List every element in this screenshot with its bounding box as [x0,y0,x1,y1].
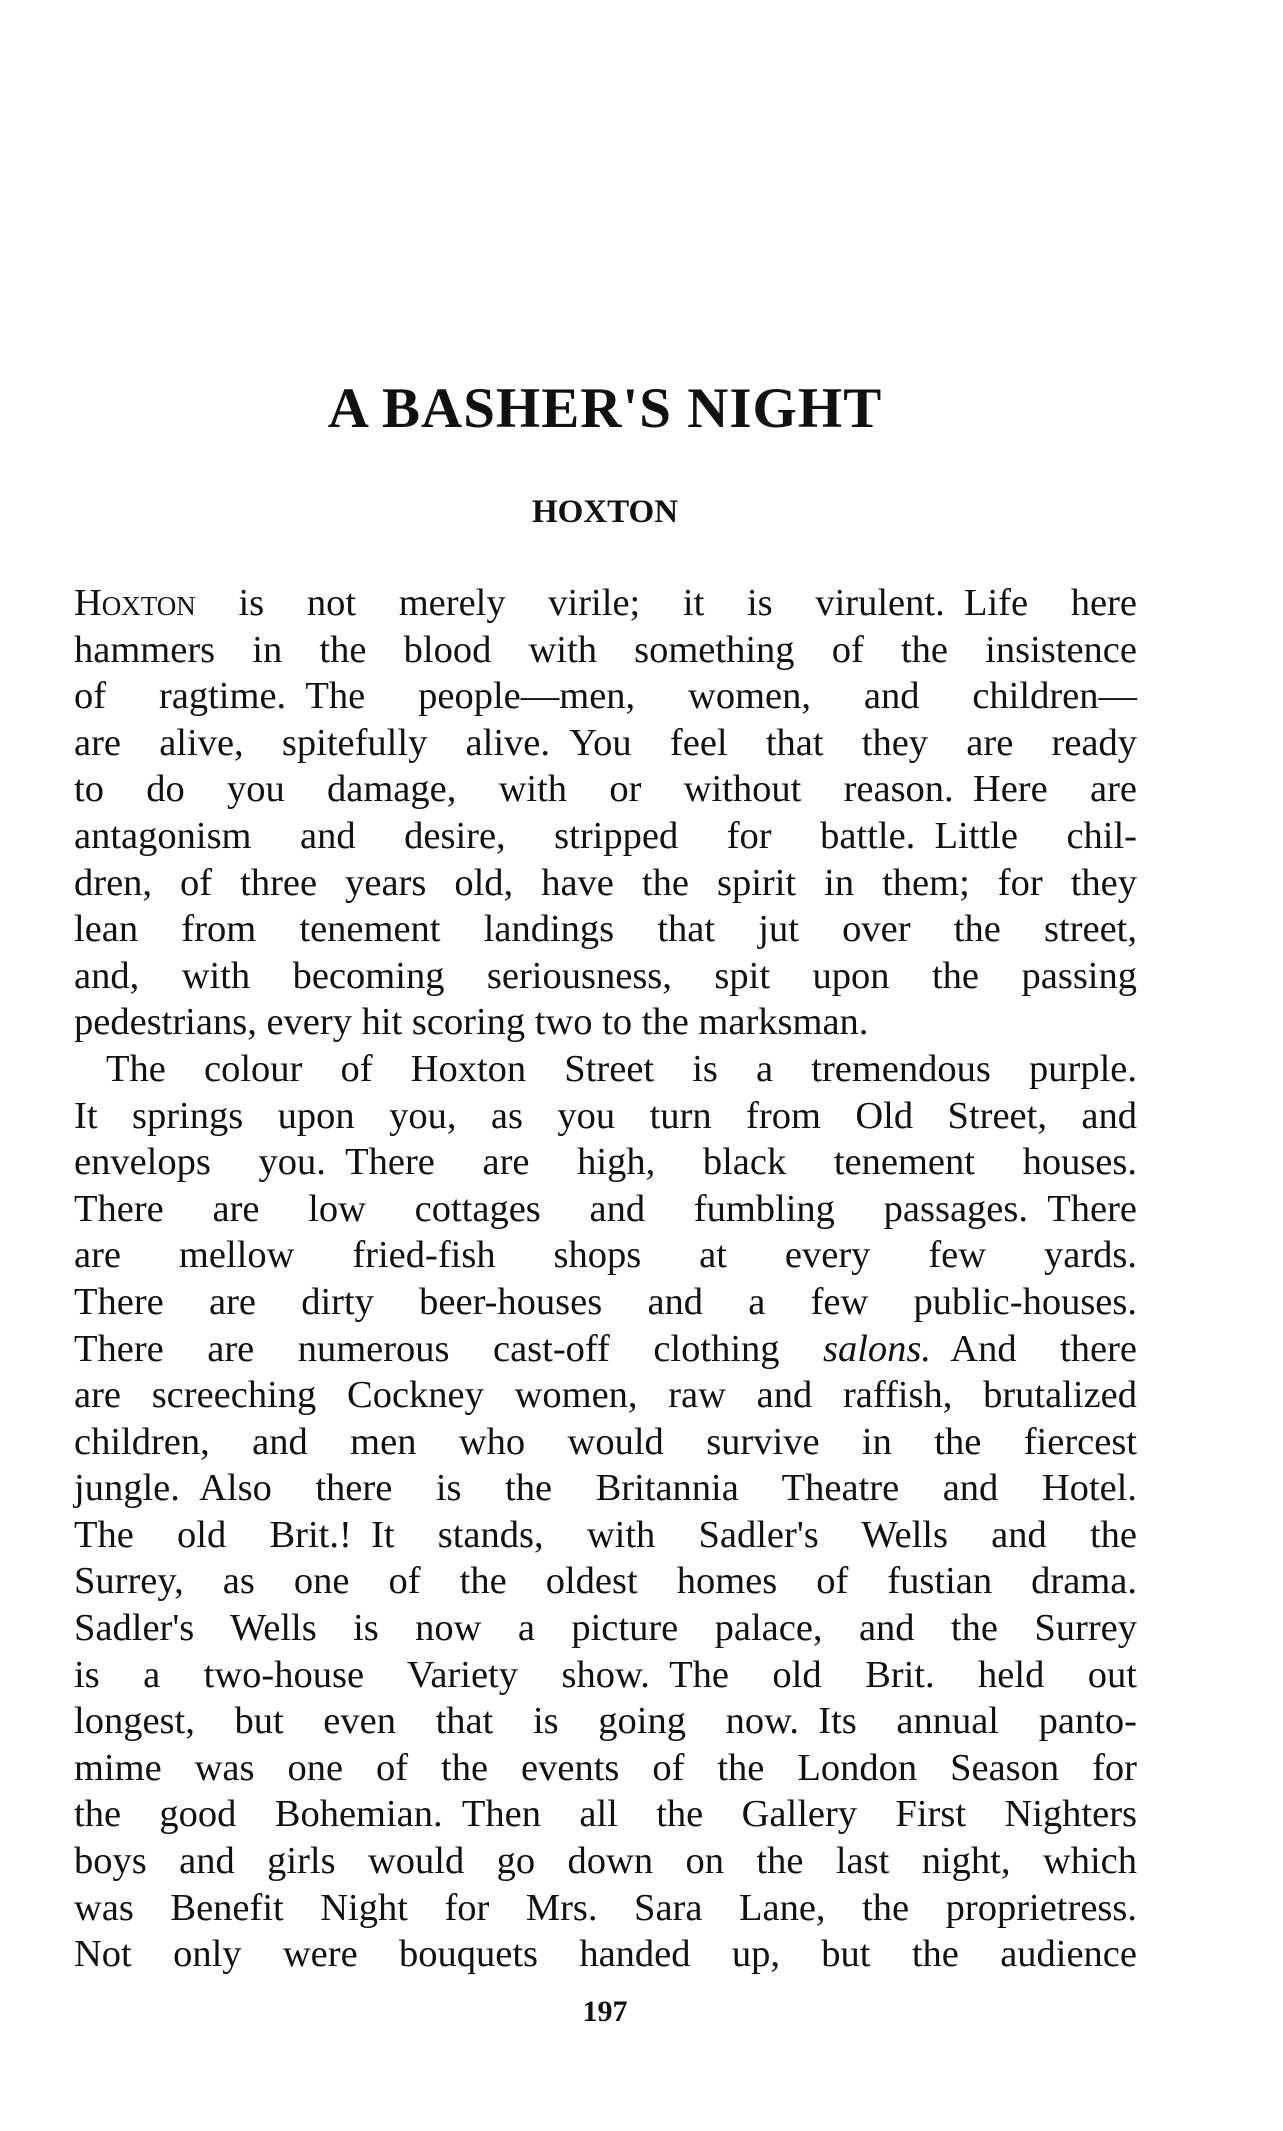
chapter-title: A BASHER'S NIGHT [327,377,883,440]
text-line [74,1232,1137,1279]
text-span: The old Brit.! It stands, with Sadler's Wells and the [74,1513,1137,1556]
text-line [74,1605,1137,1652]
text-span: and, with becoming seriousness, spit upon the passing [74,954,1137,997]
text-span: antagonism and desire, stripped for battle. Little chil- [74,814,1137,857]
text-span: pedestrians, every hit scoring two to the marksman. [74,1001,869,1044]
text-line [74,1698,1137,1745]
text-line [74,999,1137,1046]
text-span: mime was one of the events of the London Season for [74,1746,1137,1789]
text-span: is a two-house Variety show. The old Brit. held out [74,1653,1137,1696]
text-line [74,1046,1137,1093]
text-span: dren, of three years old, have the spirit in them; for they [74,861,1137,904]
text-span: There are low cottages and fumbling passages. There [74,1187,1137,1230]
text-line [74,1838,1137,1885]
body-text [74,580,1137,1978]
text-line [74,1139,1137,1186]
page-number: 197 [582,1995,628,2028]
text-line [74,673,1137,720]
small-caps-text: Hoxton [74,582,196,624]
text-line [74,1093,1137,1140]
text-span: Surrey, as one of the oldest homes of fustian drama. [74,1560,1137,1603]
text-line [74,1885,1137,1932]
text-span: is not merely virile; it is virulent. Life here [195,582,1137,624]
text-span: The colour of Hoxton Street is a tremendous purple. [106,1047,1137,1090]
text-span: longest, but even that is going now. Its annual panto- [74,1700,1137,1743]
text-line [74,1372,1137,1419]
text-span: of ragtime. The people—men, women, and children— [74,675,1137,718]
text-span: envelops you. There are high, black tenement houses. [74,1141,1137,1184]
text-line [74,1745,1137,1792]
text-line [74,1512,1137,1559]
text-span: are screeching Cockney women, raw and raffish, brutalized [74,1374,1137,1417]
text-line [74,1652,1137,1699]
text-span: There are dirty beer-houses and a few public-houses. [74,1280,1137,1323]
text-span: And there [931,1327,1137,1370]
text-line [74,1931,1137,1978]
text-span: the good Bohemian. Then all the Gallery First Nighters [74,1793,1137,1836]
text-span: children, and men who would survive in the fiercest [74,1420,1137,1463]
text-line [74,1791,1137,1838]
text-line [74,766,1137,813]
text-span: lean from tenement landings that jut over the street, [74,908,1137,951]
text-span: are alive, spitefully alive. You feel that they are ready [74,721,1137,764]
text-line [74,1419,1137,1466]
text-line [74,860,1137,907]
text-span: are mellow fried-fish shops at every few yards. [74,1234,1137,1277]
text-line [74,580,1137,627]
text-line [74,906,1137,953]
text-span: was Benefit Night for Mrs. Sara Lane, the proprietress. [74,1886,1137,1929]
text-line [74,1465,1137,1512]
text-span: to do you damage, with or without reason. Here are [74,768,1137,811]
italic-text: salons. [822,1327,932,1370]
text-span: It springs upon you, as you turn from Old Street, and [74,1094,1137,1137]
text-span: Not only were bouquets handed up, but the audience [74,1933,1137,1976]
text-span: jungle. Also there is the Britannia Theatre and Hotel. [74,1467,1137,1510]
text-line [74,1326,1137,1373]
text-line [74,1186,1137,1233]
text-line [74,720,1137,767]
text-span: There are numerous cast-off clothing [74,1327,823,1370]
text-line [74,1279,1137,1326]
text-line [74,1558,1137,1605]
text-line [74,627,1137,674]
text-span: Sadler's Wells is now a picture palace, and the Surrey [74,1607,1137,1650]
text-line [74,813,1137,860]
text-span: hammers in the blood with something of the insistence [74,628,1137,671]
chapter-subtitle: HOXTON [531,494,679,530]
text-line [74,953,1137,1000]
text-span: boys and girls would go down on the last night, which [74,1840,1137,1883]
